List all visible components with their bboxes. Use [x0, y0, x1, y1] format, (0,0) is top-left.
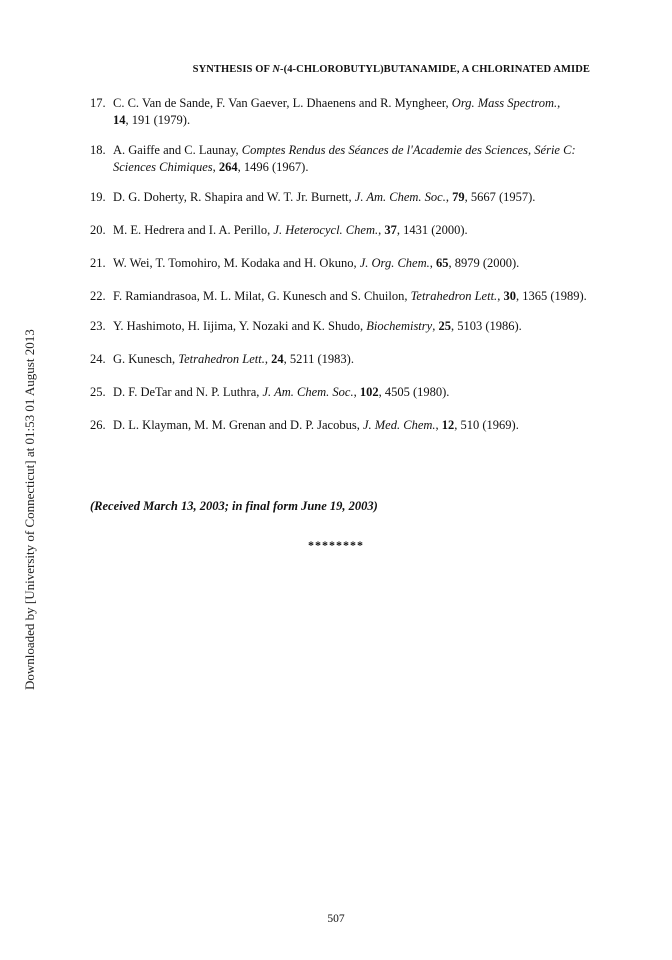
reference-item	[90, 222, 600, 239]
reference-separator: ,	[497, 289, 504, 303]
reference-item	[90, 417, 600, 434]
reference-volume: 30	[503, 289, 516, 303]
reference-separator: ,	[264, 352, 272, 366]
reference-journal: Org. Mass Spectrom.	[451, 96, 558, 110]
reference-volume: 65	[435, 256, 449, 270]
reference-volume: 25	[438, 319, 451, 333]
reference-number: 24.	[90, 352, 106, 366]
reference-separator: ,	[212, 160, 219, 174]
reference-pages-year: , 8979 (2000).	[448, 256, 520, 270]
reference-journal: Comptes Rendus des Séances de l'Academie des Sciences, Série C: Sciences Chimiques	[113, 143, 576, 174]
reference-authors: F. Ramiandrasoa, M. L. Milat, G. Kunesch and S. Chuilon,	[113, 289, 411, 303]
reference-number: 17.	[90, 96, 106, 110]
section-separator: ********	[308, 538, 364, 552]
reference-separator: ,	[378, 223, 385, 237]
reference-authors: C. C. Van de Sande, F. Van Gaever, L. Dhaenens and R. Myngheer,	[113, 96, 452, 110]
reference-volume: 102	[359, 385, 379, 399]
reference-journal: J. Med. Chem.	[362, 418, 436, 432]
reference-authors: Y. Hashimoto, H. Iijima, Y. Nozaki and K. Shudo,	[113, 319, 367, 333]
reference-number: 20.	[90, 223, 106, 237]
reference-volume: 24	[271, 352, 284, 366]
reference-volume: 79	[452, 190, 465, 204]
download-watermark: Downloaded by [University of Connecticut] at 01:53 01 August 2013	[22, 329, 37, 690]
reference-pages-year: , 5211 (1983).	[283, 352, 354, 366]
reference-separator: ,	[557, 96, 561, 110]
reference-item	[90, 351, 600, 368]
reference-volume: 264	[218, 160, 238, 174]
reference-separator: ,	[432, 319, 439, 333]
reference-number: 26.	[90, 418, 106, 432]
running-header-italic: N	[272, 64, 280, 75]
reference-volume: 12	[441, 418, 455, 432]
reference-authors: D. G. Doherty, R. Shapira and W. T. Jr. Burnett,	[113, 190, 355, 204]
reference-number: 23.	[90, 319, 106, 333]
page-number: 507	[327, 913, 345, 925]
reference-pages-year: , 1496 (1967).	[237, 160, 309, 174]
reference-separator: ,	[429, 256, 436, 270]
reference-item	[90, 318, 600, 335]
reference-item	[90, 384, 600, 401]
reference-journal: Biochemistry	[366, 319, 433, 333]
reference-number: 18.	[90, 143, 106, 157]
reference-pages-year: , 510 (1969).	[454, 418, 519, 432]
reference-volume: 37	[384, 223, 397, 237]
running-header	[0, 64, 590, 75]
reference-item	[90, 288, 600, 305]
reference-journal: J. Org. Chem.	[359, 256, 430, 270]
running-header-suffix: -(4-CHLOROBUTYL)BUTANAMIDE, A CHLORINATED AMIDE	[280, 64, 590, 75]
reference-separator: ,	[353, 385, 360, 399]
reference-pages-year: , 5103 (1986).	[450, 319, 522, 333]
reference-number: 19.	[90, 190, 106, 204]
reference-journal: Tetrahedron Lett.	[178, 352, 265, 366]
reference-pages-year: , 1431 (2000).	[396, 223, 468, 237]
running-header-prefix: SYNTHESIS OF	[192, 64, 273, 75]
reference-pages-year: , 191 (1979).	[125, 113, 191, 127]
received-note: (Received March 13, 2003; in final form June 19, 2003)	[90, 499, 378, 513]
reference-authors: A. Gaiffe and C. Launay,	[113, 143, 242, 157]
reference-pages-year: , 4505 (1980).	[378, 385, 450, 399]
reference-authors: W. Wei, T. Tomohiro, M. Kodaka and H. Okuno,	[113, 256, 360, 270]
reference-number: 22.	[90, 289, 106, 303]
reference-list	[90, 95, 600, 434]
reference-separator: ,	[445, 190, 453, 204]
reference-pages-year: , 1365 (1989).	[515, 289, 587, 303]
reference-authors: D. L. Klayman, M. M. Grenan and D. P. Jacobus,	[113, 418, 363, 432]
reference-authors: D. F. DeTar and N. P. Luthra,	[113, 385, 263, 399]
reference-authors: M. E. Hedrera and I. A. Perillo,	[113, 223, 274, 237]
reference-item	[90, 142, 600, 176]
reference-item	[90, 95, 600, 129]
reference-journal: J. Heterocycl. Chem.	[273, 223, 379, 237]
reference-item	[90, 189, 600, 206]
reference-item	[90, 255, 600, 272]
reference-number: 21.	[90, 256, 106, 270]
reference-journal: J. Am. Chem. Soc.	[262, 385, 354, 399]
reference-number: 25.	[90, 385, 106, 399]
reference-volume: 14	[113, 113, 126, 127]
reference-journal: J. Am. Chem. Soc.	[354, 190, 446, 204]
reference-journal: Tetrahedron Lett.	[410, 289, 498, 303]
reference-authors: G. Kunesch,	[113, 352, 179, 366]
reference-separator: ,	[435, 418, 442, 432]
reference-pages-year: , 5667 (1957).	[464, 190, 536, 204]
